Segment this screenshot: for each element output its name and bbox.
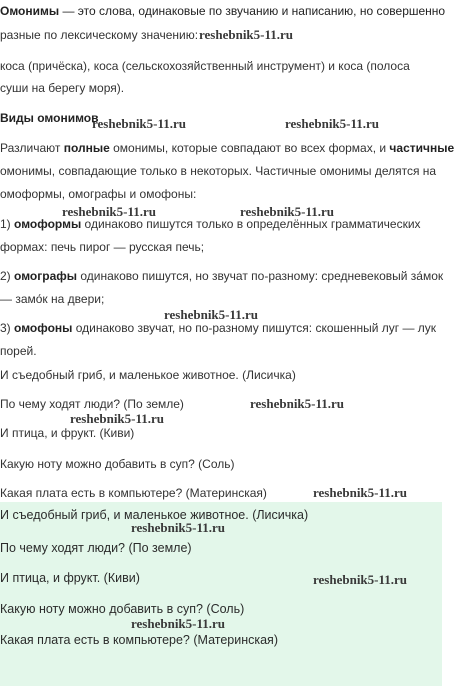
intro-line-2: омонимы, совпадающие только в некоторых. Частичные омонимы делятся на	[0, 164, 437, 178]
green-riddle-2: По чему ходят люди? (По земле)	[0, 541, 192, 555]
watermark: reshebnik5-11.ru	[62, 204, 157, 219]
riddle-4: Какую ноту можно добавить в суп? (Соль)	[0, 457, 235, 471]
watermark: reshebnik5-11.ru	[199, 27, 294, 42]
green-riddle-4: Какую ноту можно добавить в суп? (Соль)	[0, 602, 245, 616]
item-omografy-line-2: — замо́к на двери;	[0, 292, 105, 306]
term-omonimy: Омонимы	[0, 4, 60, 18]
intro-line-3: омоформы, омографы и омофоны:	[0, 187, 197, 201]
item-omoformy-line-2: формах: печь пирог — русская печь;	[0, 240, 205, 254]
riddle-2: По чему ходят люди? (По земле)	[0, 397, 184, 411]
watermark: reshebnik5-11.ru	[131, 616, 226, 631]
example-line-1: коса (причёска), коса (сельскохозяйственный инструмент) и коса (полоса	[0, 59, 410, 73]
green-riddle-5: Какая плата есть в компьютере? (Материнская)	[0, 633, 278, 647]
example-line-2: суши на берегу моря).	[0, 81, 125, 95]
item-omofony-line-1: 3) омофоны одинаково звучат, но по-разному пишутся: скошенный луг — лук	[0, 321, 437, 335]
watermark: reshebnik5-11.ru	[164, 307, 259, 322]
definition-line-2: разные по лексическому значению:	[0, 28, 199, 42]
item-omografy-line-1: 2) омографы одинаково пишутся, но звучат по-разному: средневековый за́мок	[0, 269, 444, 283]
watermark: reshebnik5-11.ru	[240, 204, 335, 219]
riddle-3: И птица, и фрукт. (Киви)	[0, 426, 135, 440]
definition-line-1: Омонимы — это слова, одинаковые по звучанию и написанию, но совершенно	[0, 4, 446, 18]
riddle-1: И съедобный гриб, и маленькое животное. (Лисичка)	[0, 368, 296, 382]
watermark: reshebnik5-11.ru	[313, 485, 408, 500]
watermark: reshebnik5-11.ru	[250, 396, 345, 411]
watermark: reshebnik5-11.ru	[92, 116, 187, 131]
green-riddle-1: И съедобный гриб, и маленькое животное. (Лисичка)	[0, 508, 309, 522]
riddle-5: Какая плата есть в компьютере? (Материнская)	[0, 486, 267, 500]
watermark: reshebnik5-11.ru	[285, 116, 380, 131]
types-heading: Виды омонимов	[0, 111, 99, 125]
intro-line-1: Различают полные омонимы, которые совпадают во всех формах, и частичные	[0, 141, 454, 155]
green-riddle-3: И птица, и фрукт. (Киви)	[0, 571, 140, 585]
watermark: reshebnik5-11.ru	[313, 572, 408, 587]
watermark: reshebnik5-11.ru	[70, 411, 165, 426]
watermark: reshebnik5-11.ru	[131, 520, 226, 535]
item-omofony-line-2: порей.	[0, 344, 37, 358]
item-omoformy-line-1: 1) омоформы одинаково пишутся только в определённых грамматических	[0, 217, 421, 231]
